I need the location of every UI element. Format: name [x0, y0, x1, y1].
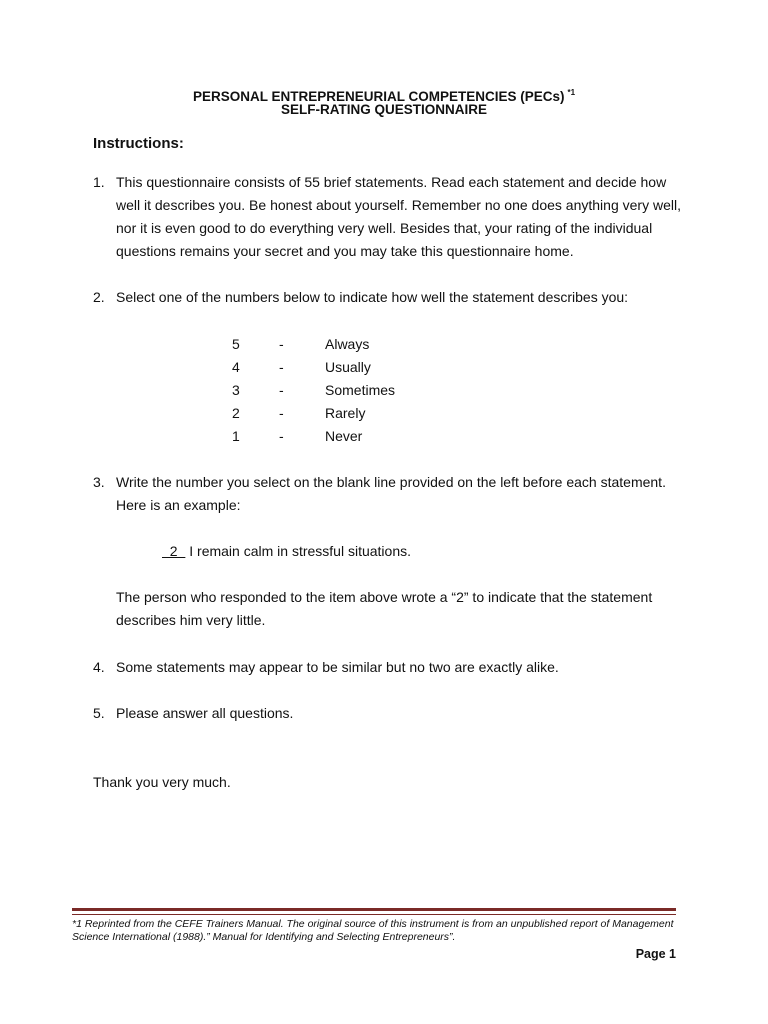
footer-rule-thin — [72, 914, 676, 915]
item-number: 5. — [93, 705, 105, 721]
item-number: 4. — [93, 659, 105, 675]
instruction-item-5 — [93, 702, 693, 725]
instruction-item-2 — [93, 286, 693, 309]
scale-row — [232, 333, 432, 356]
item-text: Some statements may appear to be similar but no two are exactly alike. — [116, 659, 559, 675]
example-statement — [162, 540, 411, 563]
scale-row — [232, 425, 432, 448]
scale-row — [232, 402, 432, 425]
item-number: 2. — [93, 289, 105, 305]
instruction-item-1 — [93, 171, 693, 263]
example-answer: 2 — [162, 543, 186, 559]
scale-label: Always — [325, 336, 370, 352]
instruction-item-3 — [93, 471, 693, 517]
instructions-heading: Instructions: — [93, 135, 184, 152]
closing-thanks: Thank you very much. — [93, 774, 231, 790]
rating-scale — [232, 333, 432, 448]
item-text: Select one of the numbers below to indicate how well the statement describes you: — [116, 289, 629, 305]
scale-value: 5 — [232, 336, 240, 352]
example-note: The person who responded to the item above wrote a “2” to indicate that the statement describes him very little. — [116, 589, 653, 628]
item-text: This questionnaire consists of 55 brief statements. Read each statement and decide how well it describes you. Be honest about yourself. Remember no one does anything very well, nor it is even good to do everything very well. Besides that, your rating of the individual questions remains your secret and you may take this questionnaire home. — [116, 174, 681, 259]
title-footnote-mark: *1 — [567, 88, 576, 97]
title-text: PERSONAL ENTREPRENEURIAL COMPETENCIES (PECs) — [192, 89, 565, 104]
instruction-item-4 — [93, 656, 693, 679]
document-title-line2: SELF-RATING QUESTIONNAIRE — [280, 102, 487, 117]
scale-separator: - — [279, 359, 284, 375]
item-text: Please answer all questions. — [116, 705, 294, 721]
scale-value: 3 — [232, 382, 240, 398]
footer-rule — [72, 908, 676, 911]
scale-label: Sometimes — [325, 382, 396, 398]
scale-separator: - — [279, 382, 284, 398]
scale-value: 2 — [232, 405, 240, 421]
item-number: 1. — [93, 174, 105, 190]
scale-label: Usually — [325, 359, 371, 375]
scale-row — [232, 379, 432, 402]
item-number: 3. — [93, 474, 105, 490]
scale-row — [232, 356, 432, 379]
page-number: Page 1 — [635, 947, 676, 961]
scale-separator: - — [279, 405, 284, 421]
footnote: *1 Reprinted from the CEFE Trainers Manual. The original source of this instrument is from an unpublished report of Management Science International (1988).” Manual for Identifying and Selecting Entrepreneurs”. — [72, 918, 674, 943]
scale-separator: - — [279, 336, 284, 352]
scale-label: Rarely — [325, 405, 366, 421]
scale-separator: - — [279, 428, 284, 444]
scale-value: 4 — [232, 359, 240, 375]
item-text: Write the number you select on the blank line provided on the left before each statement. Here is an example: — [116, 474, 666, 513]
scale-label: Never — [325, 428, 363, 444]
scale-value: 1 — [232, 428, 240, 444]
example-text: I remain calm in stressful situations. — [185, 543, 411, 559]
